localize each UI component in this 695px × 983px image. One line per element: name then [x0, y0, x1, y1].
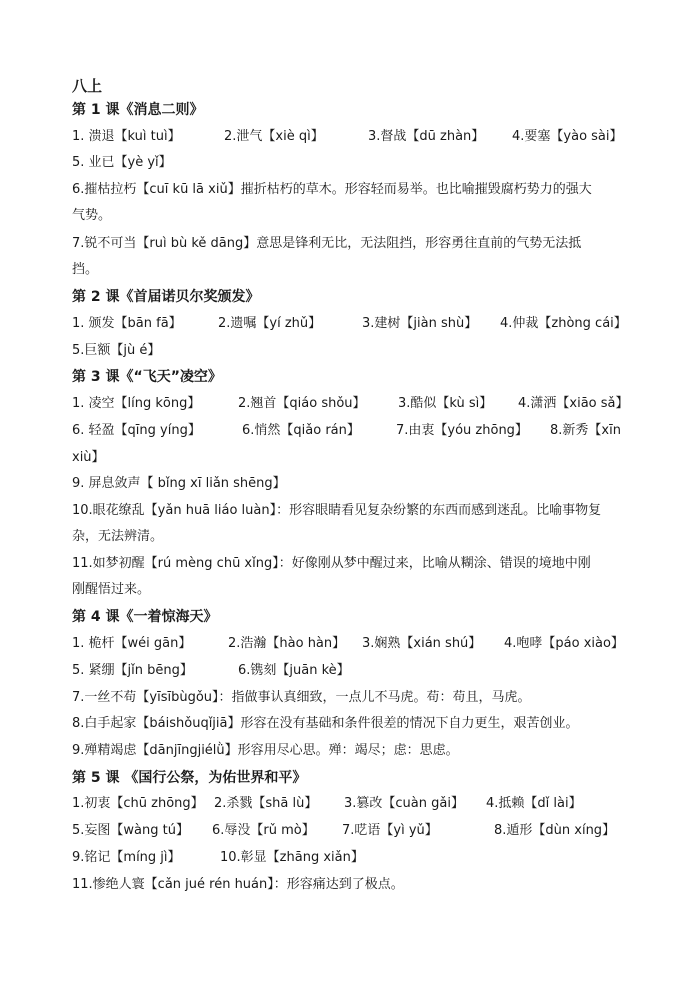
- definition-line: 7.一丝不苟【yīsībùgǒu】：指做事认真细致，一点儿不马虎。苟：苟且，马虎。: [72, 690, 531, 705]
- definition-line: 11.惨绝人寰【cǎn jué rén huán】：形容痛达到了极点。: [72, 877, 404, 892]
- vocab-item: 1. 桅杆【wéi gān】: [72, 636, 192, 651]
- vocab-item: 4.抵赖【dǐ lài】: [486, 796, 582, 811]
- vocab-item: 3.督战【dū zhàn】: [368, 129, 485, 144]
- vocab-item: 4.潇洒【xiāo sǎ】: [518, 396, 629, 411]
- vocab-item: 2.泄气【xiè qì】: [224, 129, 324, 144]
- vocab-item: 8.新秀【xīn: [550, 423, 621, 438]
- vocab-item: 9. 屏息敛声【 bǐng xī liǎn shēng】: [72, 476, 286, 491]
- vocab-item: 4.咆哮【páo xiào】: [504, 636, 624, 651]
- vocab-item: 3.建树【jiàn shù】: [362, 316, 478, 331]
- vocab-item: 5. 业已【yè yǐ】: [72, 155, 172, 170]
- definition-line: 10.眼花缭乱【yǎn huā liáo luàn】：形容眼睛看见复杂纷繁的东西而感到迷乱。比喻事物复: [72, 503, 602, 518]
- vocab-item: 5. 紧绷【jǐn bēng】: [72, 663, 193, 678]
- vocab-item: xiù】: [72, 450, 105, 465]
- definition-line: 9.殚精竭虑【dānjīngjiélǜ】形容用尽心思。殚：竭尽；虑：思虑。: [72, 743, 459, 758]
- definition-line: 8.白手起家【báishǒuqǐjiā】形容在没有基础和条件很差的情况下自力更生，艰苦创业。: [72, 716, 579, 731]
- vocab-item: 2.浩瀚【hào hàn】: [228, 636, 346, 651]
- grade-title: 八上: [72, 77, 103, 95]
- vocab-item: 2.遗嘱【yí zhǔ】: [218, 316, 322, 331]
- vocab-item: 9.铭记【míng jì】: [72, 850, 181, 865]
- vocab-item: 10.彰显【zhāng xiǎn】: [220, 850, 364, 865]
- lesson-2-heading: 第 2 课《首届诺贝尔奖颁发》: [72, 289, 260, 305]
- vocab-item: 4.要塞【yào sài】: [512, 129, 623, 144]
- vocab-item: 6. 轻盈【qīng yíng】: [72, 423, 201, 438]
- vocab-item: 5.巨额【jù é】: [72, 343, 161, 358]
- vocab-item: 1.初衷【chū zhōng】: [72, 796, 204, 811]
- vocab-item: 1. 颁发【bān fā】: [72, 316, 182, 331]
- vocab-item: 6.镌刻【juān kè】: [238, 663, 350, 678]
- lesson-1-heading: 第 1 课《消息二则》: [72, 102, 204, 118]
- vocab-item: 2.杀戮【shā lù】: [214, 796, 318, 811]
- definition-line: 杂，无法辨清。: [72, 529, 164, 544]
- vocab-item: 3.娴熟【xián shú】: [362, 636, 482, 651]
- definition-line: 11.如梦初醒【rú mèng chū xǐng】：好像刚从梦中醒过来，比喻从糊涂、错误的境地中刚: [72, 556, 591, 571]
- vocab-item: 3.酷似【kù sì】: [398, 396, 493, 411]
- vocab-item: 6.辱没【rǔ mò】: [212, 823, 315, 838]
- definition-line: 气势。: [72, 208, 112, 223]
- vocab-item: 2.翘首【qiáo shǒu】: [238, 396, 366, 411]
- vocab-item: 7.由衷【yóu zhōng】: [396, 423, 528, 438]
- definition-line: 6.摧枯拉朽【cuī kū lā xiǔ】摧折枯朽的草木。形容轻而易举。也比喻摧毁腐朽势力的强大: [72, 182, 592, 197]
- lesson-4-heading: 第 4 课《一着惊海天》: [72, 609, 218, 625]
- vocab-item: 1. 溃退【kuì tuì】: [72, 129, 181, 144]
- vocab-item: 5.妄图【wàng tú】: [72, 823, 189, 838]
- vocab-item: 3.篡改【cuàn gǎi】: [344, 796, 464, 811]
- vocab-item: 1. 凌空【líng kōng】: [72, 396, 201, 411]
- vocab-item: 4.仲裁【zhòng cái】: [500, 316, 627, 331]
- vocab-item: 6.悄然【qiǎo rán】: [242, 423, 360, 438]
- definition-line: 7.锐不可当【ruì bù kě dāng】意思是锋利无比，无法阻挡，形容勇往直前的气势无法抵: [72, 236, 582, 251]
- vocab-item: 7.呓语【yì yǔ】: [342, 823, 438, 838]
- lesson-5-heading: 第 5 课 《国行公祭，为佑世界和平》: [72, 770, 307, 786]
- definition-line: 挡。: [72, 262, 99, 277]
- definition-line: 刚醒悟过来。: [72, 582, 151, 597]
- lesson-3-heading: 第 3 课《“飞天”凌空》: [72, 369, 222, 385]
- vocab-item: 8.遁形【dùn xíng】: [494, 823, 616, 838]
